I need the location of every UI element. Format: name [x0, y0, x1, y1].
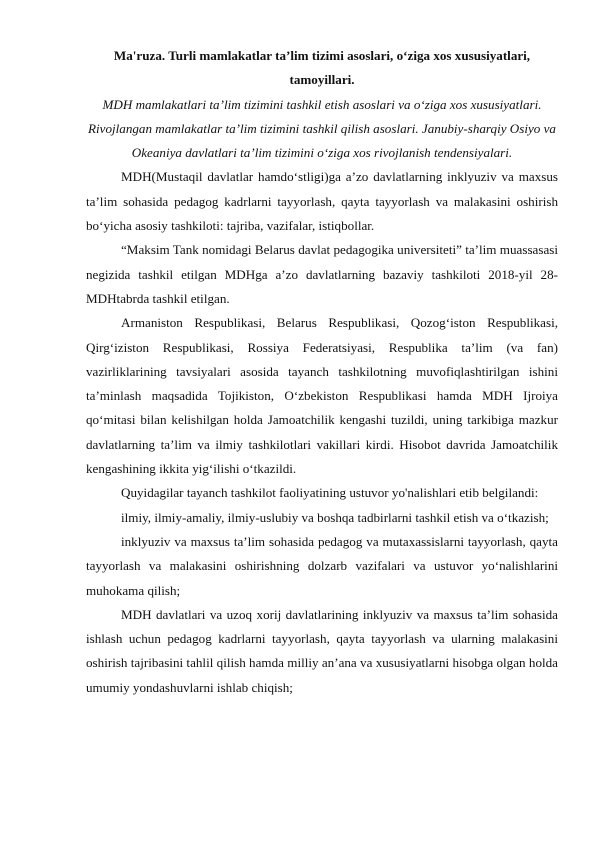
paragraph: Quyidagilar tayanch tashkilot faoliyatining ustuvor yo'nalishlari etib belgilandi: [121, 485, 539, 501]
paragraph: Armaniston Respublikasi, Belarus Respublikasi, Qozog‘iston Respublikasi, Qirg‘iziston Respublikasi, Rossiya Federatsiyasi, Respublika ta’lim (va fan) vazirliklarining tavsiyalari asosida tayanch tashkilotning muvofiqlashtirilgan ishini ta’minlash maqsadida Tojikiston, O‘zbekiston Respublikasi hamda MDH Ijroiya qo‘mitasi bilan kelishilgan holda Jamoatchilik kengashi tuzildi, uning tarkibiga mazkur davlatlarning ta’lim va ilmiy tashkilotlari vakillari kirdi. Hisobot davrida Jamoatchilik kengashining ikkita yig‘ilishi o‘tkazildi. [86, 315, 558, 477]
paragraph: MDH(Mustaqil davlatlar hamdo‘stligi)ga a’zo davlatlarning inklyuziv va maxsus ta’lim sohasida pedagog kadrlarni tayyorlash, qayta tayyorlash va malakasini oshirish bo‘yicha asosiy tashkiloti: tajriba, vazifalar, istiqbollar. [86, 169, 558, 234]
document-page [86, 44, 558, 700]
paragraph: “Maksim Tank nomidagi Belarus davlat pedagogika universiteti” ta’lim muassasasi negizida tashkil etilgan MDHga a’zo davlatlarning bazaviy tashkiloti 2018-yil 28-MDHtabrda tashkil etilgan. [86, 242, 558, 306]
list-item: ilmiy, ilmiy-amaliy, ilmiy-uslubiy va boshqa tadbirlarni tashkil etish va o‘tkazish; [121, 509, 549, 525]
lecture-subtitle: MDH mamlakatlari ta’lim tizimini tashkil etish asoslari va o‘ziga xos xususiyatlari. Rivojlangan mamlakatlar ta’lim tizimini tashkil qilish asoslari. Janubiy-sharqiy Osiyo va Okeaniya davlatlari ta’lim tizimini o‘ziga xos rivojlanish tendensiyalari. [88, 96, 556, 161]
list-item: inklyuziv va maxsus ta’lim sohasida pedagog va mutaxassislarni tayyorlash, qayta tayyorlash va malakasini oshirishning dolzarb vazifalari va ustuvor yo‘nalishlarini muhokama qilish; [86, 533, 558, 598]
list-item: MDH davlatlari va uzoq xorij davlatlarining inklyuziv va maxsus ta’lim sohasida ishlash uchun pedagog kadrlarni tayyorlash, qayta tayyorlash va ularning malakasini oshirish tajribasini tahlil qilish hamda milliy an’ana va xususiyatlarni hisobga olgan holda umumiy yondashuvlarni ishlab chiqish; [86, 606, 558, 695]
lecture-title: Ma'ruza. Turli mamlakatlar ta’lim tizimi asoslari, o‘ziga xos xususiyatlari, tamoyillari. [113, 48, 531, 88]
